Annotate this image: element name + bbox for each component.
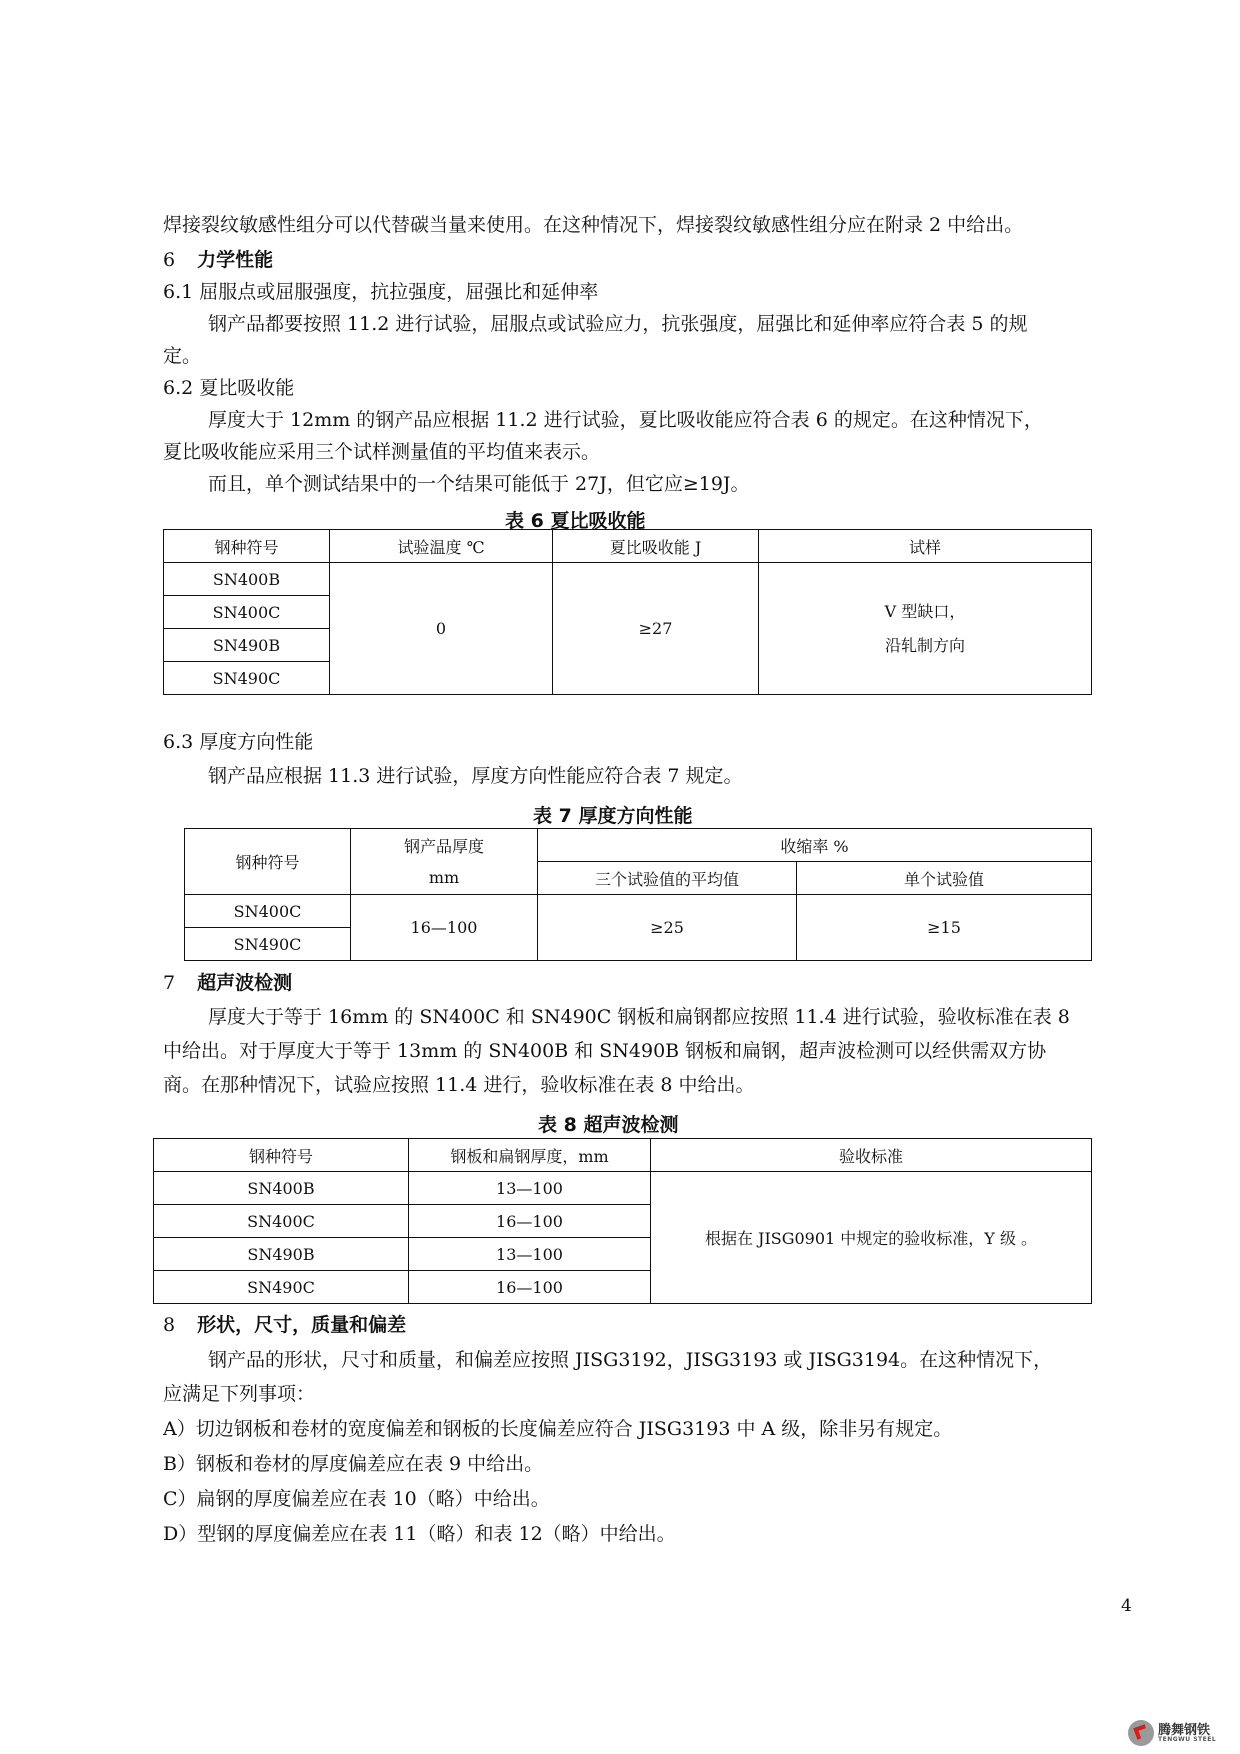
paragraph: 中给出。对于厚度大于等于 13mm 的 SN400B 和 SN490B 钢板和扁钢，超声波检测可以经供需双方协	[163, 1040, 1047, 1062]
table-header-cell: 试验温度 ℃	[330, 530, 553, 563]
table-header-row	[164, 530, 1092, 563]
paragraph: 厚度大于 12mm 的钢产品应根据 11.2 进行试验，夏比吸收能应符合表 6 的规定。在这种情况下，	[208, 409, 1043, 431]
thickness-cell: 16—100	[351, 895, 538, 961]
paragraph: 商。在那种情况下，试验应按照 11.4 进行，验收标准在表 8 中给出。	[163, 1074, 755, 1096]
section-heading-6	[163, 250, 1123, 270]
list-item: B）钢板和卷材的厚度偏差应在表 9 中给出。	[163, 1453, 544, 1475]
single-cell: ≥15	[797, 895, 1092, 961]
table-header-row	[185, 829, 1092, 862]
grade-cell: SN490B	[164, 629, 330, 662]
thickness-cell: 16—100	[409, 1271, 651, 1304]
paragraph: 厚度大于等于 16mm 的 SN400C 和 SN490C 钢板和扁钢都应按照 11.4 进行试验，验收标准在表 8	[208, 1006, 1070, 1028]
grade-cell: SN400C	[185, 895, 351, 928]
section-title: 力学性能	[197, 249, 274, 271]
grade-cell: SN490C	[185, 928, 351, 961]
table-row	[154, 1172, 1092, 1205]
section-title: 超声波检测	[197, 972, 293, 994]
table6-caption: 表 6 夏比吸收能	[505, 510, 646, 532]
grade-cell: SN400B	[154, 1172, 409, 1205]
table-header-cell: 收缩率 %	[538, 829, 1092, 862]
table-header-cell: 钢种符号	[154, 1139, 409, 1172]
table8	[153, 1138, 1092, 1304]
table-header-cell: 钢板和扁钢厚度，mm	[409, 1139, 651, 1172]
section-number: 7	[163, 972, 176, 994]
table-row	[185, 895, 1092, 928]
list-item: D）型钢的厚度偏差应在表 11（略）和表 12（略）中给出。	[163, 1523, 676, 1545]
section-heading-8	[163, 1315, 1123, 1335]
table7	[184, 828, 1092, 961]
grade-cell: SN400B	[164, 563, 330, 596]
paragraph: 而且，单个测试结果中的一个结果可能低于 27J，但它应≥19J。	[208, 473, 750, 495]
table7-caption: 表 7 厚度方向性能	[533, 805, 693, 827]
table-header-cell: 钢种符号	[185, 829, 351, 895]
section-number: 6	[163, 249, 176, 271]
section-number: 8	[163, 1314, 176, 1336]
specimen-cell	[759, 563, 1092, 695]
subsection-heading-6-1: 6.1 屈服点或屈服强度，抗拉强度，屈强比和延伸率	[163, 281, 599, 303]
logo-text-cn: 腾舞钢铁	[1158, 1722, 1211, 1738]
paragraph: 钢产品应根据 11.3 进行试验，厚度方向性能应符合表 7 规定。	[208, 765, 743, 787]
subsection-heading-6-3: 6.3 厚度方向性能	[163, 731, 314, 753]
table-header-cell: mm	[351, 862, 538, 895]
subsection-heading-6-2: 6.2 夏比吸收能	[163, 377, 295, 399]
average-cell: ≥25	[538, 895, 797, 961]
thickness-cell: 13—100	[409, 1238, 651, 1271]
table-header-cell: 单个试验值	[797, 862, 1092, 895]
temperature-cell: 0	[330, 563, 553, 695]
table-row	[164, 563, 1092, 596]
page-number: 4	[1121, 1596, 1132, 1616]
table-header-row	[154, 1139, 1092, 1172]
grade-cell: SN490B	[154, 1238, 409, 1271]
specimen-line: 沿轧制方向	[884, 635, 965, 655]
paragraph: 应满足下列事项：	[163, 1383, 316, 1405]
table-header-cell: 试样	[759, 530, 1092, 563]
thickness-cell: 16—100	[409, 1205, 651, 1238]
logo-icon	[1128, 1720, 1154, 1746]
paragraph: 夏比吸收能应采用三个试样测量值的平均值来表示。	[163, 441, 601, 463]
paragraph: 钢产品的形状，尺寸和质量，和偏差应按照 JISG3192，JISG3193 或 JISG3194。在这种情况下，	[208, 1349, 1053, 1371]
list-item: A）切边钢板和卷材的宽度偏差和钢板的长度偏差应符合 JISG3193 中 A 级，除非另有规定。	[163, 1418, 953, 1440]
table6	[163, 529, 1092, 695]
specimen-line: V 型缺口，	[884, 601, 966, 621]
table-header-cell: 夏比吸收能 J	[553, 530, 759, 563]
section-title: 形状，尺寸，质量和偏差	[197, 1314, 407, 1336]
grade-cell: SN490C	[164, 662, 330, 695]
thickness-cell: 13—100	[409, 1172, 651, 1205]
section-heading-7	[163, 973, 1123, 993]
table8-caption: 表 8 超声波检测	[538, 1114, 679, 1136]
table-header-cell: 钢种符号	[164, 530, 330, 563]
list-item: C）扁钢的厚度偏差应在表 10（略）中给出。	[163, 1488, 550, 1510]
paragraph: 定。	[163, 345, 202, 367]
logo-text-en: TENGWU STEEL	[1158, 1735, 1217, 1743]
table-header-cell: 验收标准	[651, 1139, 1092, 1172]
paragraph: 焊接裂纹敏感性组分可以代替碳当量来使用。在这种情况下，焊接裂纹敏感性组分应在附录 2 中给出。	[163, 214, 1024, 236]
grade-cell: SN400C	[164, 596, 330, 629]
grade-cell: SN490C	[154, 1271, 409, 1304]
criterion-cell: 根据在 JISG0901 中规定的验收标准，Y 级 。	[651, 1172, 1092, 1304]
energy-cell: ≥27	[553, 563, 759, 695]
grade-cell: SN400C	[154, 1205, 409, 1238]
paragraph: 钢产品都要按照 11.2 进行试验，屈服点或试验应力，抗张强度，屈强比和延伸率应符合表 5 的规	[208, 313, 1028, 335]
table-header-cell: 三个试验值的平均值	[538, 862, 797, 895]
table-header-cell: 钢产品厚度	[351, 829, 538, 862]
company-logo	[1128, 1715, 1240, 1751]
